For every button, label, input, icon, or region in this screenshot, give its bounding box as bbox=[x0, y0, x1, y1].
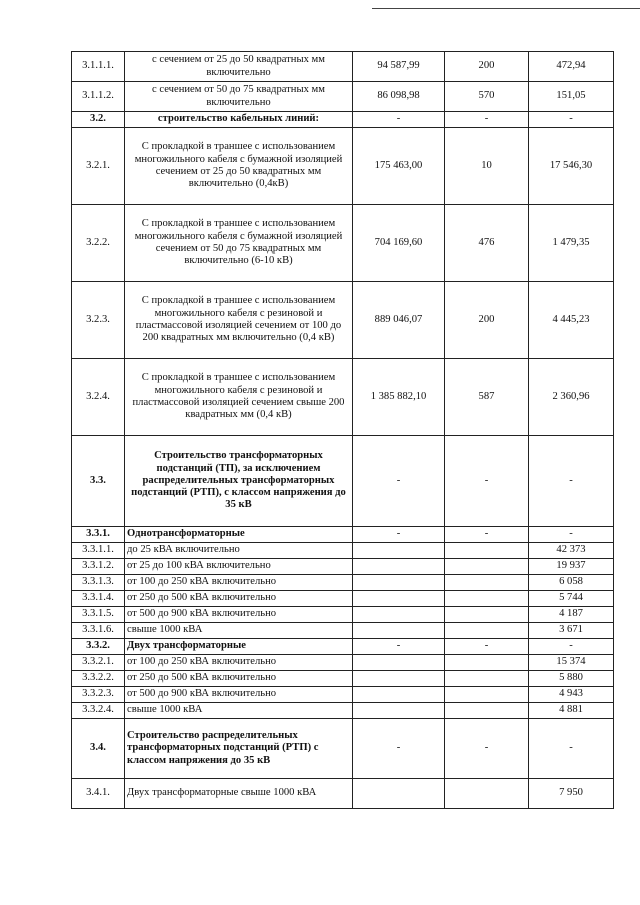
row-quantity-value: 200 bbox=[445, 52, 529, 82]
table-row bbox=[72, 112, 614, 128]
row-cost-value bbox=[353, 671, 445, 687]
row-cost-value: - bbox=[353, 527, 445, 543]
row-description: от 500 до 900 кВА включительно bbox=[125, 607, 353, 623]
row-description: Строительство трансформаторных подстанций (ТП), за исключением распределительных трансформаторных подстанций (РТП), с классом напряжения до 35 кВ bbox=[125, 436, 353, 527]
row-rate-value: 4 943 bbox=[529, 687, 614, 703]
row-quantity-value: 10 bbox=[445, 128, 529, 205]
row-cost-value bbox=[353, 687, 445, 703]
row-quantity-value bbox=[445, 655, 529, 671]
row-quantity-value: - bbox=[445, 527, 529, 543]
row-cost-value bbox=[353, 655, 445, 671]
row-number: 3.3.1.1. bbox=[72, 543, 125, 559]
row-number: 3.3.2.2. bbox=[72, 671, 125, 687]
row-rate-value: - bbox=[529, 719, 614, 779]
row-number: 3.2.3. bbox=[72, 282, 125, 359]
row-rate-value: - bbox=[529, 639, 614, 655]
table-row bbox=[72, 543, 614, 559]
row-number: 3.4. bbox=[72, 719, 125, 779]
row-quantity-value bbox=[445, 623, 529, 639]
row-description: строительство кабельных линий: bbox=[125, 112, 353, 128]
row-description: Однотрансформаторные bbox=[125, 527, 353, 543]
row-quantity-value bbox=[445, 607, 529, 623]
row-cost-value: - bbox=[353, 112, 445, 128]
row-number: 3.3. bbox=[72, 436, 125, 527]
header-rule bbox=[372, 8, 640, 9]
row-rate-value: 42 373 bbox=[529, 543, 614, 559]
row-number: 3.2.4. bbox=[72, 359, 125, 436]
table-row bbox=[72, 623, 614, 639]
row-number: 3.3.2.4. bbox=[72, 703, 125, 719]
row-rate-value: 4 445,23 bbox=[529, 282, 614, 359]
row-cost-value bbox=[353, 591, 445, 607]
table-row bbox=[72, 359, 614, 436]
row-number: 3.2. bbox=[72, 112, 125, 128]
row-description: свыше 1000 кВА bbox=[125, 703, 353, 719]
row-number: 3.1.1.2. bbox=[72, 82, 125, 112]
row-description: от 250 до 500 кВА включительно bbox=[125, 671, 353, 687]
table-row bbox=[72, 607, 614, 623]
row-description: С прокладкой в траншее с использованием многожильного кабеля с резиновой и пластмассовой изоляцией сечением свыше 200 квадратных мм (0,4 кВ) bbox=[125, 359, 353, 436]
row-description: Строительство распределительных трансформаторных подстанций (РТП) с классом напряжения до 35 кВ bbox=[125, 719, 353, 779]
row-number: 3.4.1. bbox=[72, 779, 125, 809]
row-cost-value: - bbox=[353, 719, 445, 779]
row-number: 3.3.2.3. bbox=[72, 687, 125, 703]
row-description: Двух трансформаторные свыше 1000 кВА bbox=[125, 779, 353, 809]
table-row bbox=[72, 205, 614, 282]
table-row bbox=[72, 639, 614, 655]
row-cost-value: - bbox=[353, 436, 445, 527]
row-rate-value: 17 546,30 bbox=[529, 128, 614, 205]
row-description: Двух трансформаторные bbox=[125, 639, 353, 655]
row-description: с сечением от 50 до 75 квадратных мм включительно bbox=[125, 82, 353, 112]
row-rate-value: 4 187 bbox=[529, 607, 614, 623]
row-quantity-value bbox=[445, 543, 529, 559]
row-rate-value: 6 058 bbox=[529, 575, 614, 591]
table-row bbox=[72, 671, 614, 687]
row-quantity-value bbox=[445, 575, 529, 591]
row-rate-value: - bbox=[529, 112, 614, 128]
table-row bbox=[72, 527, 614, 543]
row-cost-value bbox=[353, 607, 445, 623]
row-quantity-value: 570 bbox=[445, 82, 529, 112]
row-quantity-value bbox=[445, 687, 529, 703]
row-quantity-value: 476 bbox=[445, 205, 529, 282]
row-description: С прокладкой в траншее с использованием многожильного кабеля с бумажной изоляцией сечением от 50 до 75 квадратных мм включительно (6-10 кВ) bbox=[125, 205, 353, 282]
row-quantity-value: 200 bbox=[445, 282, 529, 359]
row-cost-value: 1 385 882,10 bbox=[353, 359, 445, 436]
row-quantity-value: - bbox=[445, 719, 529, 779]
row-number: 3.3.1.2. bbox=[72, 559, 125, 575]
row-description: от 25 до 100 кВА включительно bbox=[125, 559, 353, 575]
row-cost-value: 86 098,98 bbox=[353, 82, 445, 112]
row-cost-value bbox=[353, 559, 445, 575]
row-rate-value: 5 744 bbox=[529, 591, 614, 607]
row-cost-value: 175 463,00 bbox=[353, 128, 445, 205]
row-description: от 250 до 500 кВА включительно bbox=[125, 591, 353, 607]
table-row bbox=[72, 559, 614, 575]
table-row bbox=[72, 282, 614, 359]
row-number: 3.3.2. bbox=[72, 639, 125, 655]
row-rate-value: 472,94 bbox=[529, 52, 614, 82]
row-rate-value: 2 360,96 bbox=[529, 359, 614, 436]
row-cost-value bbox=[353, 623, 445, 639]
table-row bbox=[72, 436, 614, 527]
row-cost-value bbox=[353, 575, 445, 591]
table-row bbox=[72, 779, 614, 809]
tariff-table bbox=[71, 51, 614, 809]
row-rate-value: 151,05 bbox=[529, 82, 614, 112]
table-row bbox=[72, 575, 614, 591]
row-number: 3.3.2.1. bbox=[72, 655, 125, 671]
row-cost-value bbox=[353, 543, 445, 559]
row-quantity-value bbox=[445, 779, 529, 809]
row-number: 3.3.1.5. bbox=[72, 607, 125, 623]
row-description: до 25 кВА включительно bbox=[125, 543, 353, 559]
row-cost-value: - bbox=[353, 639, 445, 655]
row-description: с сечением от 25 до 50 квадратных мм включительно bbox=[125, 52, 353, 82]
row-cost-value bbox=[353, 703, 445, 719]
row-quantity-value bbox=[445, 671, 529, 687]
row-cost-value: 704 169,60 bbox=[353, 205, 445, 282]
row-number: 3.2.1. bbox=[72, 128, 125, 205]
row-quantity-value bbox=[445, 559, 529, 575]
table-row bbox=[72, 655, 614, 671]
row-number: 3.1.1.1. bbox=[72, 52, 125, 82]
row-description: С прокладкой в траншее с использованием многожильного кабеля с резиновой и пластмассовой изоляцией сечением от 100 до 200 квадратных мм включительно (0,4 кВ) bbox=[125, 282, 353, 359]
row-quantity-value: - bbox=[445, 112, 529, 128]
row-quantity-value bbox=[445, 591, 529, 607]
row-number: 3.3.1.3. bbox=[72, 575, 125, 591]
row-rate-value: 3 671 bbox=[529, 623, 614, 639]
table-row bbox=[72, 719, 614, 779]
table-row bbox=[72, 703, 614, 719]
row-rate-value: 19 937 bbox=[529, 559, 614, 575]
row-quantity-value: - bbox=[445, 436, 529, 527]
row-cost-value bbox=[353, 779, 445, 809]
row-description: от 100 до 250 кВА включительно bbox=[125, 655, 353, 671]
row-rate-value: - bbox=[529, 527, 614, 543]
row-number: 3.2.2. bbox=[72, 205, 125, 282]
row-rate-value: - bbox=[529, 436, 614, 527]
row-number: 3.3.1. bbox=[72, 527, 125, 543]
row-description: С прокладкой в траншее с использованием многожильного кабеля с бумажной изоляцией сечением от 25 до 50 квадратных мм включительно (0,4кВ) bbox=[125, 128, 353, 205]
table-row bbox=[72, 687, 614, 703]
row-rate-value: 1 479,35 bbox=[529, 205, 614, 282]
row-description: свыше 1000 кВА bbox=[125, 623, 353, 639]
row-rate-value: 7 950 bbox=[529, 779, 614, 809]
table-row bbox=[72, 82, 614, 112]
row-description: от 500 до 900 кВА включительно bbox=[125, 687, 353, 703]
row-quantity-value: - bbox=[445, 639, 529, 655]
row-description: от 100 до 250 кВА включительно bbox=[125, 575, 353, 591]
table-row bbox=[72, 52, 614, 82]
row-quantity-value: 587 bbox=[445, 359, 529, 436]
row-cost-value: 889 046,07 bbox=[353, 282, 445, 359]
row-rate-value: 5 880 bbox=[529, 671, 614, 687]
row-rate-value: 4 881 bbox=[529, 703, 614, 719]
row-number: 3.3.1.6. bbox=[72, 623, 125, 639]
table-row bbox=[72, 591, 614, 607]
row-number: 3.3.1.4. bbox=[72, 591, 125, 607]
row-cost-value: 94 587,99 bbox=[353, 52, 445, 82]
table-row bbox=[72, 128, 614, 205]
row-rate-value: 15 374 bbox=[529, 655, 614, 671]
row-quantity-value bbox=[445, 703, 529, 719]
